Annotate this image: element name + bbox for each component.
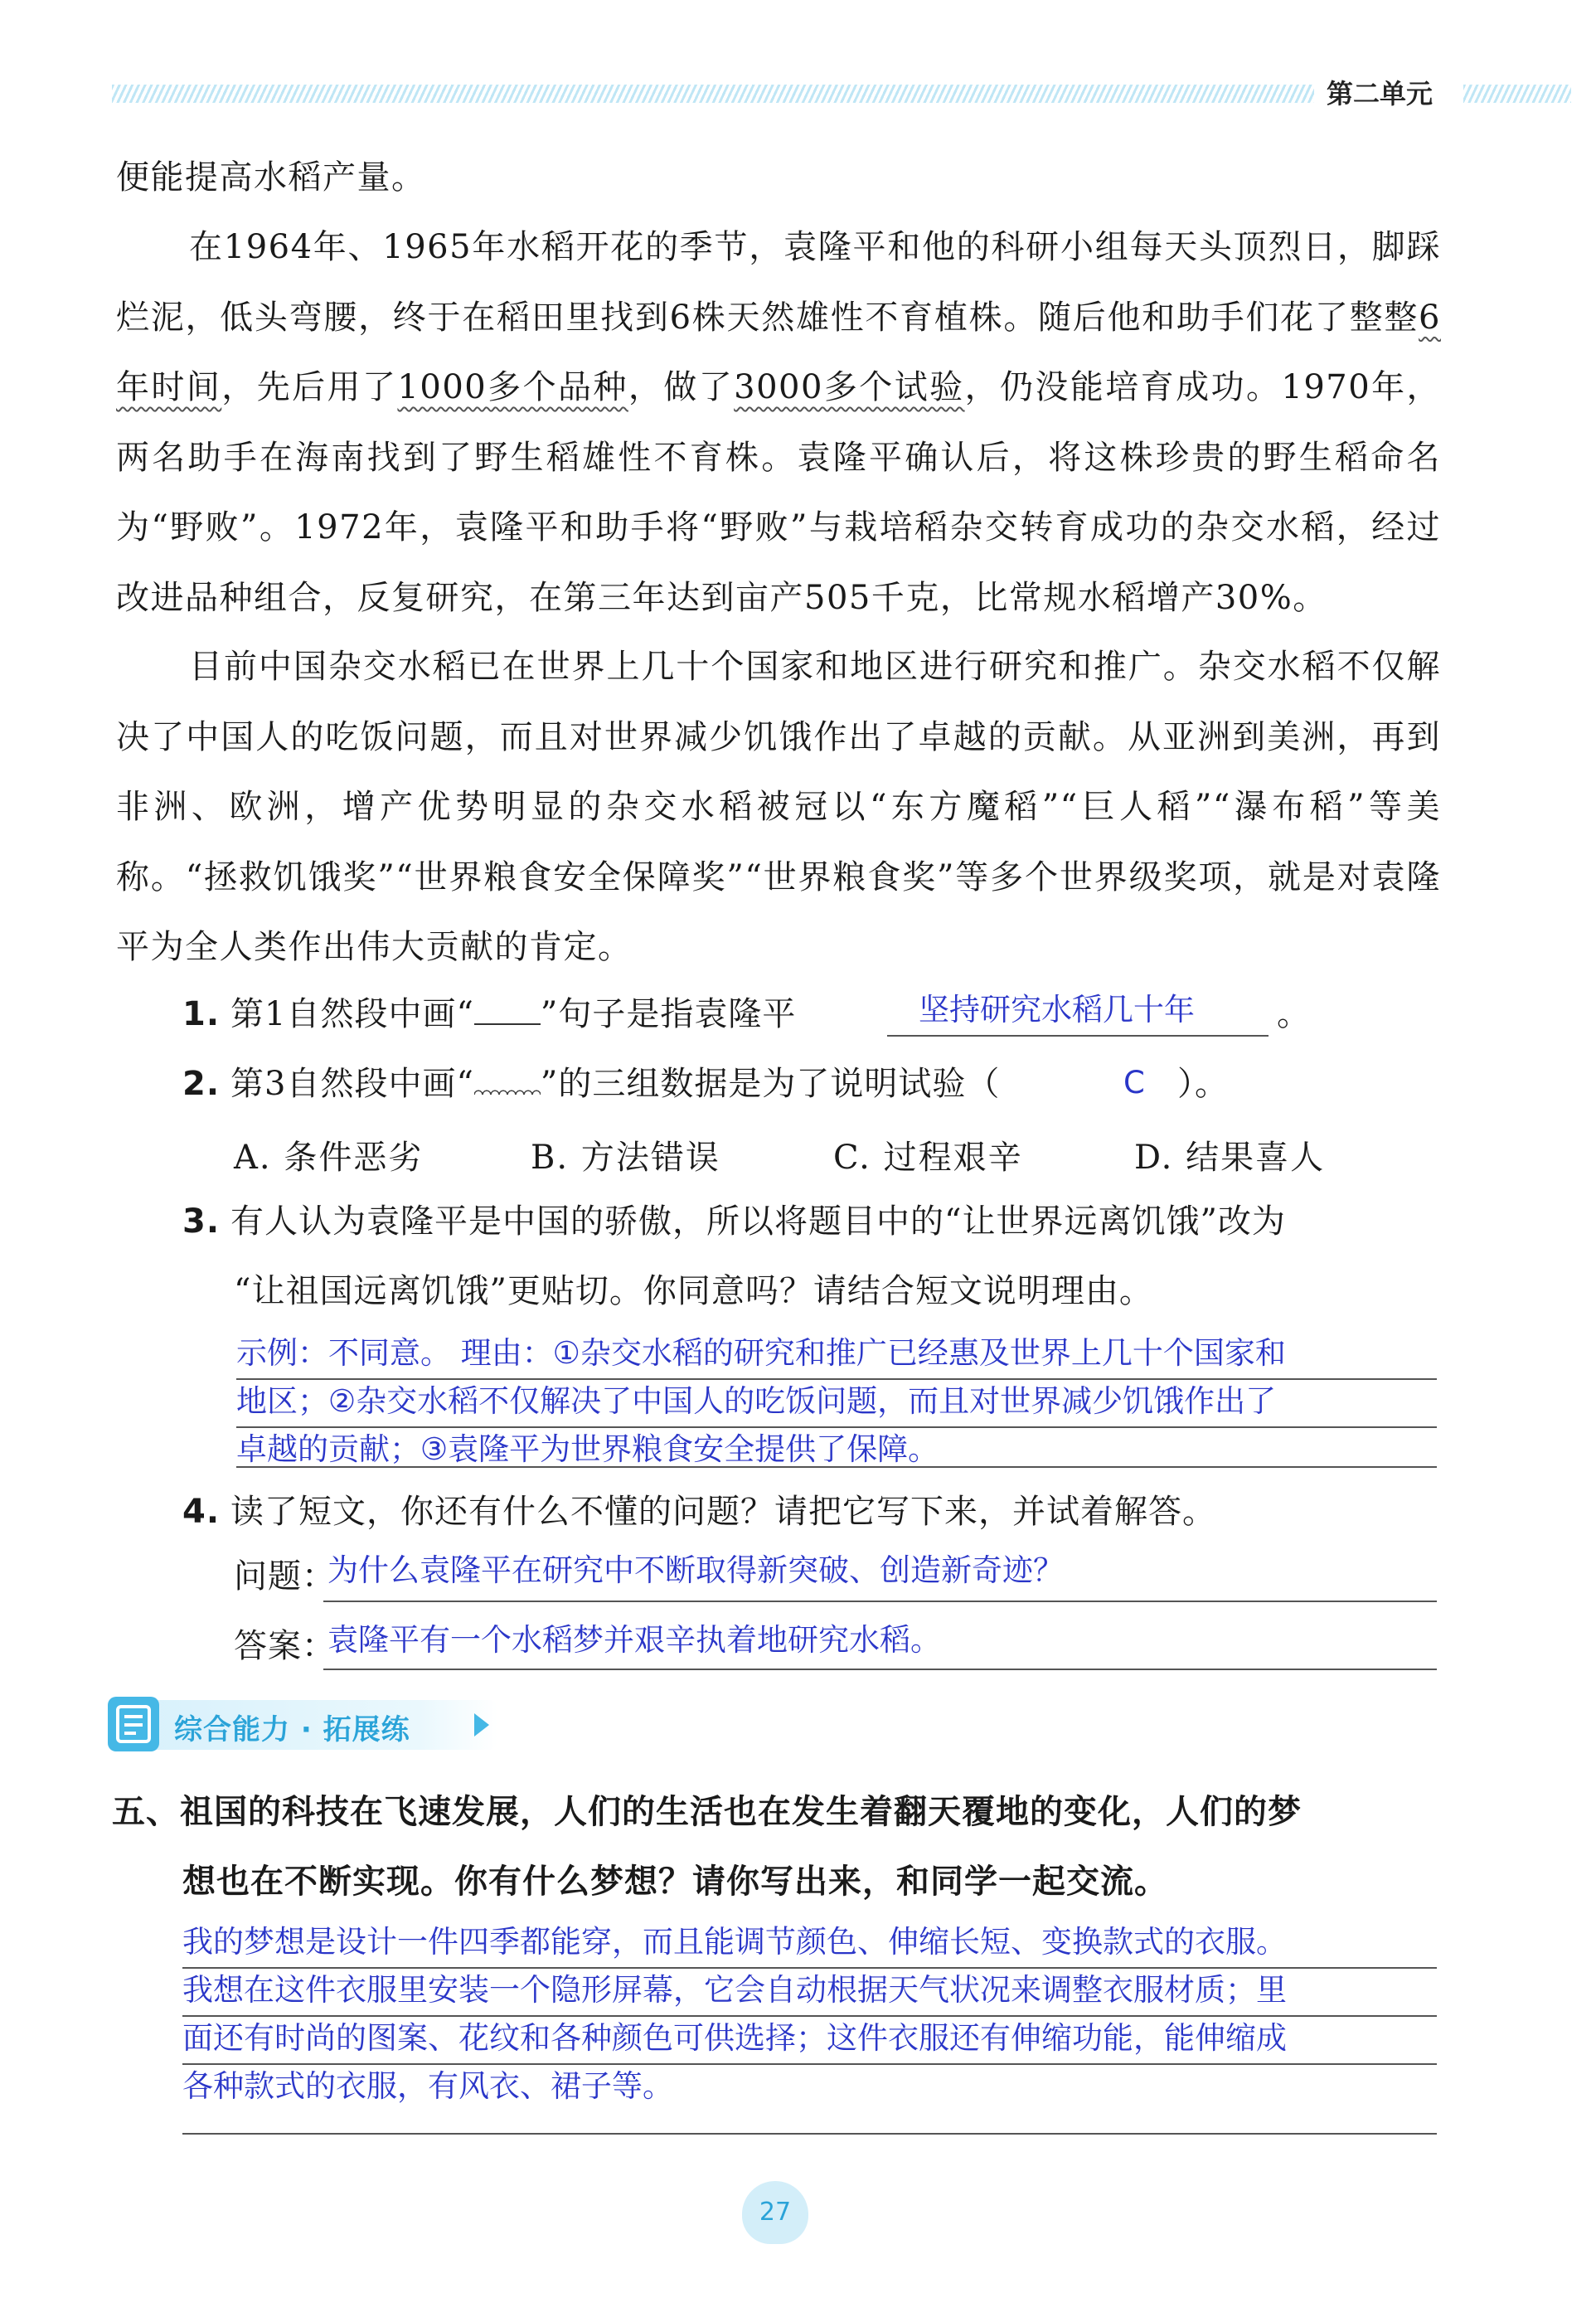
answer-line: [887, 1035, 1269, 1037]
question-label: 问题：: [234, 1557, 336, 1596]
answer-line: [323, 1601, 1437, 1602]
passage-paragraph: 在1964年、1965年水稻开花的季节，袁隆平和他的科研小组每天头顶烈日，脚踩烂泥，低头弯腰，终于在稻田里找到6株天然雄性不育植株。随后他和助手们花了整整6年时间，先后用了1000多个品种，做了3000多个试验，仍没能培育成功。1970年，两名助手在海南找到了野生稻雄性不育株。袁隆平确认后，将这株珍贵的野生稻命名为“野败”。1972年，袁隆平和助手将“野败”与栽培稻杂交转育成功的杂交水稻，经过改进品种组合，反复研究，在第三年达到亩产505千克，比常规水稻增产30%。: [116, 228, 1442, 617]
question-2-end: ）。: [1177, 1065, 1229, 1103]
answer-q5-line4: 各种款式的衣服，有风衣、裙子等。: [182, 2068, 673, 2104]
arrow-icon: [474, 1713, 489, 1737]
header-stripe: [112, 85, 1314, 103]
answer-q3-line1: 示例：不同意。 理由：①杂交水稻的研究和推广已经惠及世界上几十个国家和: [236, 1335, 1286, 1371]
question-1: 1. 第1自然段中画“ ”句子是指袁隆平: [182, 995, 797, 1033]
underline-mark: [474, 998, 541, 1025]
book-icon: [108, 1697, 159, 1751]
answer-q1: 坚持研究水稻几十年: [919, 992, 1195, 1027]
answer-line: [182, 1967, 1437, 1969]
wavy-underline-1: 6年时间: [116, 298, 1441, 406]
wavy-underline-3: 3000多个试验: [734, 368, 965, 406]
answer-line: [182, 2015, 1437, 2017]
question-3: 3. 有人认为袁隆平是中国的骄傲，所以将题目中的“让世界远离饥饿”改为: [182, 1202, 1286, 1241]
wavy-underline-2: 1000多个品种: [397, 368, 628, 406]
unit-title: 第二单元: [1327, 78, 1433, 109]
question-4: 4. 读了短文，你还有什么不懂的问题？请把它写下来，并试着解答。: [182, 1493, 1216, 1531]
answer-q5-line1: 我的梦想是设计一件四季都能穿，而且能调节颜色、伸缩长短、变换款式的衣服。: [182, 1924, 1287, 1960]
answer-line: [236, 1378, 1437, 1380]
question-2: 2. 第3自然段中画“ ”的三组数据是为了说明试验（: [182, 1065, 1001, 1103]
answer-label: 答案：: [234, 1627, 336, 1665]
answer-line: [182, 2133, 1437, 2135]
section-title: 综合能力 · 拓展练: [174, 1713, 410, 1746]
answer-line: [236, 1426, 1437, 1428]
answer-q5-line2: 我想在这件衣服里安装一个隐形屏幕，它会自动根据天气状况来调整衣服材质；里: [182, 1972, 1287, 2008]
option-b: B. 方法错误: [531, 1139, 720, 1177]
header-stripe-right: [1463, 85, 1571, 103]
answer-q3-line2: 地区；②杂交水稻不仅解决了中国人的吃饭问题，而且对世界减少饥饿作出了: [236, 1383, 1277, 1419]
question-1-end: 。: [1277, 995, 1311, 1033]
question-5: 五、祖国的科技在飞速发展，人们的生活也在发生着翻天覆地的变化，人们的梦: [112, 1793, 1302, 1831]
answer-line: [182, 2063, 1437, 2065]
wavy-mark: [474, 1070, 541, 1095]
answer-q4-question: 为什么袁隆平在研究中不断取得新突破、创造新奇迹？: [327, 1552, 1064, 1588]
answer-line: [236, 1466, 1437, 1468]
passage-paragraph: 目前中国杂交水稻已在世界上几十个国家和地区进行研究和推广。杂交水稻不仅解决了中国人的吃饭问题，而且对世界减少饥饿作出了卓越的贡献。从亚洲到美洲，再到非洲、欧洲，增产优势明显的杂交水稻被冠以“东方魔稻”“巨人稻”“瀑布稻”等美称。“拯救饥饿奖”“世界粮食安全保障奖”“世界粮食奖”等多个世界级奖项，就是对袁隆平为全人类作出伟大贡献的肯定。: [116, 648, 1441, 966]
answer-q3-line3: 卓越的贡献；③袁隆平为世界粮食安全提供了保障。: [236, 1431, 939, 1467]
answer-line: [323, 1669, 1437, 1670]
option-a: A. 条件恶劣: [234, 1139, 424, 1177]
page-number: 27: [759, 2198, 792, 2227]
question-5-line2: 想也在不断实现。你有什么梦想？请你写出来，和同学一起交流。: [182, 1863, 1168, 1901]
passage-line: 便能提高水稻产量。: [116, 158, 426, 197]
option-c: C. 过程艰辛: [833, 1139, 1023, 1177]
answer-q2: C: [1123, 1065, 1145, 1100]
answer-q4-answer: 袁隆平有一个水稻梦并艰辛执着地研究水稻。: [327, 1622, 941, 1658]
question-3-line2: “让祖国远离饥饿”更贴切。你同意吗？请结合短文说明理由。: [234, 1272, 1153, 1310]
option-d: D. 结果喜人: [1134, 1139, 1326, 1177]
answer-q5-line3: 面还有时尚的图案、花纹和各种颜色可供选择；这件衣服还有伸缩功能，能伸缩成: [182, 2020, 1287, 2056]
